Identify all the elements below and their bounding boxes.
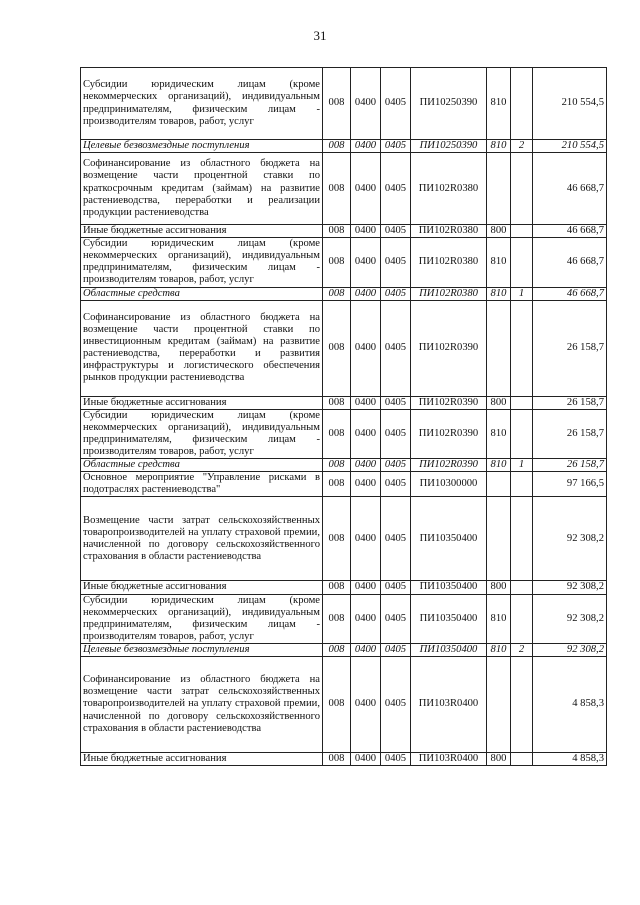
ministry-code: 008 [323,409,351,458]
ministry-code: 008 [323,300,351,396]
target-article-code: ПИ103R0400 [411,656,487,752]
target-article-code: ПИ10350400 [411,497,487,581]
expense-type-code: 810 [487,140,511,153]
row-name: Субсидии юридическим лицам (кроме некоммерческих организаций), индивидуальным предпринимателям, физическим лицам - производителям товаров, работ, услуг [81,238,323,287]
table-row [81,287,607,300]
funding-source-code: 2 [511,643,533,656]
table-row [81,656,607,752]
section-code: 0400 [351,643,381,656]
row-name: Субсидии юридическим лицам (кроме некоммерческих организаций), индивидуальным предпринимателям, физическим лицам - производителям товаров, работ, услуг [81,409,323,458]
funding-source-code [511,68,533,140]
row-name: Иные бюджетные ассигнования [81,752,323,765]
amount-cell: 4 858,3 [533,752,607,765]
subsection-code: 0405 [381,656,411,752]
amount-cell: 46 668,7 [533,153,607,225]
amount-cell: 26 158,7 [533,409,607,458]
amount-cell: 46 668,7 [533,238,607,287]
target-article-code: ПИ10350400 [411,643,487,656]
amount-cell: 46 668,7 [533,225,607,238]
ministry-code: 008 [323,459,351,472]
ministry-code: 008 [323,225,351,238]
expense-type-code [487,497,511,581]
expense-type-code: 810 [487,68,511,140]
funding-source-code: 2 [511,140,533,153]
target-article-code: ПИ102R0390 [411,300,487,396]
target-article-code: ПИ102R0390 [411,459,487,472]
section-code: 0400 [351,459,381,472]
section-code: 0400 [351,68,381,140]
target-article-code: ПИ102R0390 [411,396,487,409]
target-article-code: ПИ10350400 [411,581,487,594]
section-code: 0400 [351,752,381,765]
amount-cell: 92 308,2 [533,594,607,643]
subsection-code: 0405 [381,752,411,765]
ministry-code: 008 [323,752,351,765]
funding-source-code [511,581,533,594]
expense-type-code: 810 [487,238,511,287]
amount-cell: 97 166,5 [533,472,607,497]
section-code: 0400 [351,497,381,581]
subsection-code: 0405 [381,497,411,581]
expense-type-code: 800 [487,581,511,594]
ministry-code: 008 [323,396,351,409]
expense-type-code: 800 [487,752,511,765]
subsection-code: 0405 [381,594,411,643]
expense-type-code: 810 [487,594,511,643]
section-code: 0400 [351,656,381,752]
amount-cell: 210 554,5 [533,140,607,153]
target-article-code: ПИ10300000 [411,472,487,497]
table-row [81,68,607,140]
expense-type-code: 810 [487,643,511,656]
table-row [81,409,607,458]
row-name: Областные средства [81,287,323,300]
row-name: Софинансирование из областного бюджета на возмещение части процентной ставки по краткосрочным кредитам (займам) на развитие растениеводства, переработки и реализации продукции растениеводства [81,153,323,225]
amount-cell: 210 554,5 [533,68,607,140]
target-article-code: ПИ103R0400 [411,752,487,765]
expense-type-code [487,656,511,752]
expense-type-code: 810 [487,409,511,458]
subsection-code: 0405 [381,153,411,225]
ministry-code: 008 [323,472,351,497]
table-row [81,472,607,497]
row-name: Иные бюджетные ассигнования [81,225,323,238]
target-article-code: ПИ102R0380 [411,238,487,287]
funding-source-code: 1 [511,287,533,300]
target-article-code: ПИ102R0380 [411,225,487,238]
funding-source-code [511,752,533,765]
funding-source-code [511,594,533,643]
section-code: 0400 [351,225,381,238]
funding-source-code: 1 [511,459,533,472]
subsection-code: 0405 [381,300,411,396]
subsection-code: 0405 [381,238,411,287]
row-name: Субсидии юридическим лицам (кроме некоммерческих организаций), индивидуальным предпринимателям, физическим лицам - производителям товаров, работ, услуг [81,594,323,643]
funding-source-code [511,238,533,287]
page-number: 31 [313,28,327,43]
ministry-code: 008 [323,497,351,581]
section-code: 0400 [351,287,381,300]
amount-cell: 92 308,2 [533,581,607,594]
row-name: Возмещение части затрат сельскохозяйственных товаропроизводителей на уплату страховой премии, начисленной по договору сельскохозяйственного страхования в области растениеводства [81,497,323,581]
row-name: Областные средства [81,459,323,472]
table-row [81,396,607,409]
expense-type-code [487,472,511,497]
funding-source-code [511,153,533,225]
ministry-code: 008 [323,581,351,594]
ministry-code: 008 [323,153,351,225]
funding-source-code [511,656,533,752]
subsection-code: 0405 [381,68,411,140]
funding-source-code [511,396,533,409]
ministry-code: 008 [323,594,351,643]
table-row [81,594,607,643]
table-row [81,225,607,238]
amount-cell: 92 308,2 [533,497,607,581]
expense-type-code: 800 [487,396,511,409]
amount-cell: 46 668,7 [533,287,607,300]
expense-type-code: 810 [487,459,511,472]
amount-cell: 26 158,7 [533,396,607,409]
section-code: 0400 [351,409,381,458]
target-article-code: ПИ10250390 [411,68,487,140]
target-article-code: ПИ102R0390 [411,409,487,458]
subsection-code: 0405 [381,459,411,472]
section-code: 0400 [351,396,381,409]
row-name: Субсидии юридическим лицам (кроме некоммерческих организаций), индивидуальным предпринимателям, физическим лицам - производителям товаров, работ, услуг [81,68,323,140]
target-article-code: ПИ10350400 [411,594,487,643]
target-article-code: ПИ10250390 [411,140,487,153]
expense-type-code: 800 [487,225,511,238]
section-code: 0400 [351,594,381,643]
subsection-code: 0405 [381,287,411,300]
row-name: Софинансирование из областного бюджета на возмещение части затрат сельскохозяйственных товаропроизводителей на уплату страховой премии, начисленной по договору сельскохозяйственного страхования в области растениеводства [81,656,323,752]
expense-type-code: 810 [487,287,511,300]
row-name: Софинансирование из областного бюджета на возмещение части процентной ставки по инвестиционным кредитам (займам) на развитие растениеводства, переработки и развития инфраструктуры и логистического обеспечения рынков продукции растениеводства [81,300,323,396]
subsection-code: 0405 [381,396,411,409]
row-name: Иные бюджетные ассигнования [81,581,323,594]
subsection-code: 0405 [381,225,411,238]
ministry-code: 008 [323,68,351,140]
ministry-code: 008 [323,656,351,752]
section-code: 0400 [351,472,381,497]
table-row [81,459,607,472]
funding-source-code [511,225,533,238]
ministry-code: 008 [323,643,351,656]
section-code: 0400 [351,300,381,396]
table-row [81,497,607,581]
funding-source-code [511,409,533,458]
section-code: 0400 [351,581,381,594]
row-name: Иные бюджетные ассигнования [81,396,323,409]
expense-type-code [487,153,511,225]
target-article-code: ПИ102R0380 [411,153,487,225]
subsection-code: 0405 [381,581,411,594]
table-row [81,752,607,765]
row-name: Основное мероприятие "Управление рисками в подотраслях растениеводства" [81,472,323,497]
target-article-code: ПИ102R0380 [411,287,487,300]
row-name: Целевые безвозмездные поступления [81,643,323,656]
subsection-code: 0405 [381,643,411,656]
row-name: Целевые безвозмездные поступления [81,140,323,153]
amount-cell: 26 158,7 [533,459,607,472]
amount-cell: 26 158,7 [533,300,607,396]
funding-source-code [511,472,533,497]
table-row [81,238,607,287]
table-row [81,140,607,153]
funding-source-code [511,300,533,396]
budget-table [80,67,607,766]
ministry-code: 008 [323,287,351,300]
table-row [81,643,607,656]
section-code: 0400 [351,140,381,153]
funding-source-code [511,497,533,581]
ministry-code: 008 [323,238,351,287]
ministry-code: 008 [323,140,351,153]
section-code: 0400 [351,238,381,287]
table-row [81,153,607,225]
table-row [81,581,607,594]
subsection-code: 0405 [381,140,411,153]
table-row [81,300,607,396]
subsection-code: 0405 [381,472,411,497]
subsection-code: 0405 [381,409,411,458]
expense-type-code [487,300,511,396]
amount-cell: 92 308,2 [533,643,607,656]
section-code: 0400 [351,153,381,225]
amount-cell: 4 858,3 [533,656,607,752]
